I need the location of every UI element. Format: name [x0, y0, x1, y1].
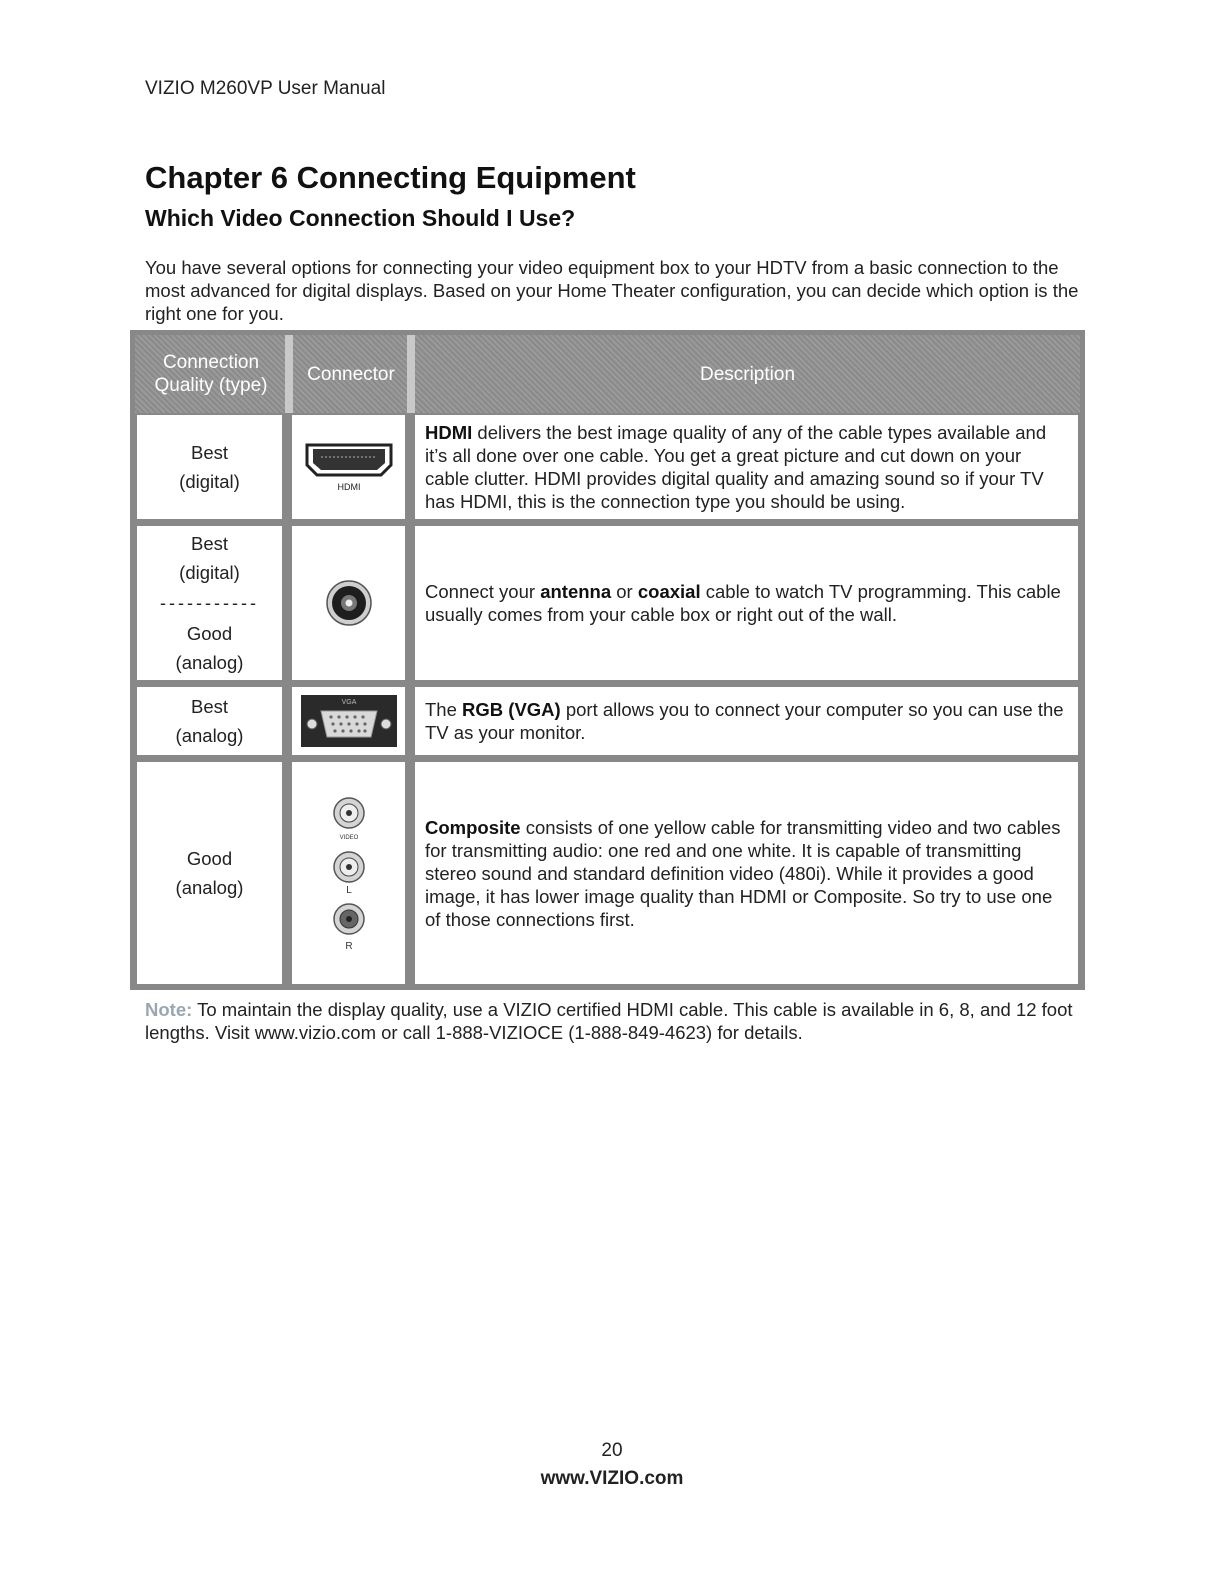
- note-label: Note:: [145, 999, 193, 1020]
- quality-cell: [137, 687, 282, 755]
- quality-label: Best: [190, 442, 229, 463]
- desc-text: delivers the best image quality of any of the cable types available and it’s all done over one cable. You get a great picture and cut down on your cable clutter. HDMI provides digital quality and amazing sound so if your TV has HDMI, this is the connection type you should be using.: [425, 422, 1047, 512]
- quality-cell: [137, 526, 282, 680]
- desc-keyword: Composite: [425, 816, 521, 838]
- audio-right-jack-label: R: [344, 941, 353, 952]
- table-row: [135, 526, 1080, 680]
- audio-right-jack-icon: [334, 904, 364, 934]
- description-cell: [415, 687, 1078, 755]
- desc-keyword: HDMI: [425, 422, 473, 443]
- header-connector: Connector: [307, 363, 395, 385]
- connector-cell: [292, 762, 405, 984]
- header-quality: Connection Quality (type): [154, 352, 268, 396]
- composite-jacks-icon: [319, 783, 379, 963]
- desc-text: consists of one yellow cable for transmitting video and two cables for transmitting audio: one red and one white. It is capable of transmitting stereo sound and standard definition video (480i). While it provides a good image, it has lower image quality than HDMI or Composite. So try to use one of those connections first.: [425, 816, 1061, 930]
- description-cell: [415, 762, 1078, 984]
- header-description: Description: [699, 363, 796, 385]
- quality-cell: [137, 762, 282, 984]
- page-number: 20: [601, 1440, 623, 1461]
- note-text: To maintain the display quality, use a VIZIO certified HDMI cable. This cable is available in 6, 8, and 12 foot lengths. Visit www.vizio.com or call 1-888-VIZIOCE (1-888-849-4623) for details.: [145, 999, 1073, 1043]
- quality-type: (digital): [179, 562, 240, 583]
- footer-url: www.VIZIO.com: [540, 1468, 684, 1489]
- description-cell: [415, 415, 1078, 519]
- quality-label: Good: [186, 848, 233, 869]
- section-title: Which Video Connection Should I Use?: [145, 205, 576, 231]
- table-row: [135, 687, 1080, 755]
- desc-text: Connect your: [425, 581, 541, 602]
- table-row: [135, 762, 1080, 984]
- desc-keyword: coaxial: [637, 581, 701, 602]
- desc-text: or: [611, 581, 638, 602]
- vga-port-icon: [301, 695, 397, 747]
- quality-separator: -----------: [160, 593, 259, 613]
- desc-text: cable to watch TV programming. This cable usually comes from your cable box or right out of the wall.: [425, 581, 1061, 625]
- video-jack-label: VIDEO: [339, 835, 358, 841]
- desc-text: port allows you to connect your computer so you can use the TV as your monitor.: [425, 699, 1064, 743]
- table-row: [135, 415, 1080, 519]
- quality-type-alt: (analog): [175, 652, 244, 673]
- quality-type: (analog): [175, 725, 244, 746]
- connector-cell: [292, 526, 405, 680]
- description-cell: [415, 526, 1078, 680]
- table-header: [135, 335, 1080, 413]
- hdmi-port-icon: [301, 439, 397, 495]
- video-jack-icon: [334, 798, 364, 828]
- intro-paragraph: You have several options for connecting your video equipment box to your HDTV from a basic connection to the most advanced for digital displays. Based on your Home Theater configuration, you can decide which option is the right one for you.: [145, 257, 1079, 324]
- audio-left-jack-icon: [334, 852, 364, 882]
- connector-cell: [292, 415, 405, 519]
- desc-keyword: RGB (VGA): [462, 699, 561, 720]
- note-paragraph: [145, 998, 1085, 1044]
- desc-keyword: antenna: [540, 581, 612, 602]
- quality-label: Best: [190, 696, 229, 717]
- quality-type: (digital): [179, 471, 240, 492]
- vga-connector-label: VGA: [341, 699, 356, 706]
- quality-label-alt: Good: [186, 623, 233, 644]
- quality-label: Best: [190, 533, 229, 554]
- hdmi-connector-label: HDMI: [337, 482, 360, 492]
- manual-header: VIZIO M260VP User Manual: [145, 78, 386, 99]
- coaxial-port-icon: [324, 578, 374, 628]
- connection-table: [130, 330, 1085, 990]
- connector-cell: [292, 687, 405, 755]
- audio-left-jack-label: L: [345, 885, 352, 896]
- quality-type: (analog): [175, 877, 244, 898]
- chapter-title: Chapter 6 Connecting Equipment: [145, 160, 636, 195]
- quality-cell: [137, 415, 282, 519]
- desc-text: The: [425, 699, 463, 720]
